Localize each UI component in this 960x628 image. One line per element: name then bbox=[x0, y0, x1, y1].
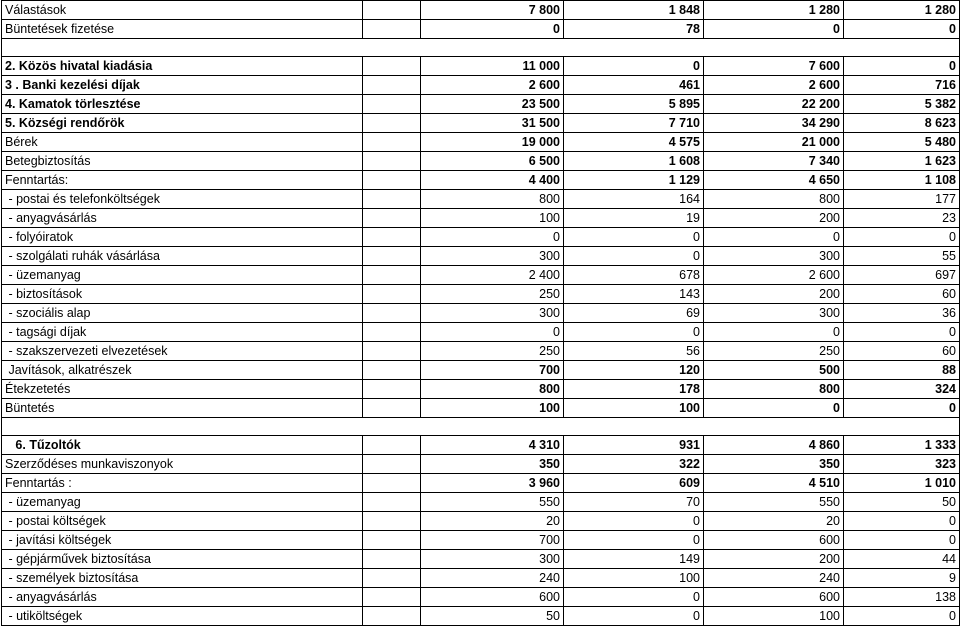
value-cell: 22 200 bbox=[704, 95, 844, 114]
value-cell: 88 bbox=[844, 361, 960, 380]
value-cell: 7 710 bbox=[564, 114, 704, 133]
blank-cell bbox=[363, 323, 421, 342]
table-row bbox=[2, 436, 960, 455]
spacer-row bbox=[2, 418, 960, 436]
value-cell: 7 800 bbox=[421, 1, 564, 20]
table-row bbox=[2, 114, 960, 133]
value-cell: 5 480 bbox=[844, 133, 960, 152]
blank-cell bbox=[363, 171, 421, 190]
value-cell: 250 bbox=[421, 342, 564, 361]
value-cell: 716 bbox=[844, 76, 960, 95]
blank-cell bbox=[363, 228, 421, 247]
value-cell: 1 280 bbox=[844, 1, 960, 20]
value-cell: 550 bbox=[421, 493, 564, 512]
value-cell: 143 bbox=[564, 285, 704, 304]
row-label: - biztosítások bbox=[2, 285, 363, 304]
row-label: Büntetés bbox=[2, 399, 363, 418]
row-label: Fenntartás : bbox=[2, 474, 363, 493]
value-cell: 350 bbox=[421, 455, 564, 474]
value-cell: 300 bbox=[421, 550, 564, 569]
value-cell: 800 bbox=[704, 380, 844, 399]
table-row bbox=[2, 493, 960, 512]
value-cell: 2 600 bbox=[421, 76, 564, 95]
value-cell: 50 bbox=[421, 607, 564, 626]
blank-cell bbox=[363, 493, 421, 512]
row-label: - postai és telefonköltségek bbox=[2, 190, 363, 209]
table-row bbox=[2, 455, 960, 474]
value-cell: 0 bbox=[844, 399, 960, 418]
value-cell: 0 bbox=[564, 607, 704, 626]
table-row bbox=[2, 228, 960, 247]
table-row bbox=[2, 342, 960, 361]
value-cell: 100 bbox=[421, 209, 564, 228]
value-cell: 0 bbox=[844, 57, 960, 76]
value-cell: 138 bbox=[844, 588, 960, 607]
value-cell: 100 bbox=[421, 399, 564, 418]
value-cell: 8 623 bbox=[844, 114, 960, 133]
table-row bbox=[2, 531, 960, 550]
row-label: Fenntartás: bbox=[2, 171, 363, 190]
value-cell: 0 bbox=[421, 228, 564, 247]
value-cell: 800 bbox=[421, 380, 564, 399]
table-row bbox=[2, 588, 960, 607]
value-cell: 7 340 bbox=[704, 152, 844, 171]
value-cell: 34 290 bbox=[704, 114, 844, 133]
value-cell: 5 382 bbox=[844, 95, 960, 114]
value-cell: 500 bbox=[704, 361, 844, 380]
value-cell: 11 000 bbox=[421, 57, 564, 76]
value-cell: 21 000 bbox=[704, 133, 844, 152]
value-cell: 0 bbox=[564, 531, 704, 550]
value-cell: 60 bbox=[844, 285, 960, 304]
value-cell: 1 280 bbox=[704, 1, 844, 20]
table-row bbox=[2, 247, 960, 266]
value-cell: 120 bbox=[564, 361, 704, 380]
value-cell: 1 129 bbox=[564, 171, 704, 190]
value-cell: 6 500 bbox=[421, 152, 564, 171]
value-cell: 300 bbox=[421, 247, 564, 266]
row-label: - anyagvásárlás bbox=[2, 209, 363, 228]
value-cell: 700 bbox=[421, 531, 564, 550]
blank-cell bbox=[363, 436, 421, 455]
value-cell: 1 608 bbox=[564, 152, 704, 171]
value-cell: 177 bbox=[844, 190, 960, 209]
value-cell: 461 bbox=[564, 76, 704, 95]
blank-cell bbox=[363, 455, 421, 474]
value-cell: 0 bbox=[844, 607, 960, 626]
row-label: - üzemanyag bbox=[2, 266, 363, 285]
value-cell: 600 bbox=[704, 531, 844, 550]
spacer-cell bbox=[2, 418, 960, 436]
table-row bbox=[2, 474, 960, 493]
blank-cell bbox=[363, 569, 421, 588]
value-cell: 2 600 bbox=[704, 76, 844, 95]
table-row bbox=[2, 95, 960, 114]
row-label: Étekzetetés bbox=[2, 380, 363, 399]
blank-cell bbox=[363, 95, 421, 114]
blank-cell bbox=[363, 20, 421, 39]
value-cell: 4 860 bbox=[704, 436, 844, 455]
table-row bbox=[2, 190, 960, 209]
table-row bbox=[2, 1, 960, 20]
value-cell: 100 bbox=[564, 399, 704, 418]
value-cell: 0 bbox=[844, 531, 960, 550]
blank-cell bbox=[363, 57, 421, 76]
value-cell: 324 bbox=[844, 380, 960, 399]
value-cell: 600 bbox=[704, 588, 844, 607]
value-cell: 4 650 bbox=[704, 171, 844, 190]
value-cell: 50 bbox=[844, 493, 960, 512]
value-cell: 350 bbox=[704, 455, 844, 474]
value-cell: 300 bbox=[704, 304, 844, 323]
row-label: - javítási költségek bbox=[2, 531, 363, 550]
value-cell: 0 bbox=[704, 228, 844, 247]
value-cell: 19 000 bbox=[421, 133, 564, 152]
table-row bbox=[2, 304, 960, 323]
table-row bbox=[2, 569, 960, 588]
blank-cell bbox=[363, 304, 421, 323]
value-cell: 300 bbox=[704, 247, 844, 266]
row-label: 4. Kamatok törlesztése bbox=[2, 95, 363, 114]
value-cell: 200 bbox=[704, 550, 844, 569]
value-cell: 178 bbox=[564, 380, 704, 399]
row-label: - személyek biztosítása bbox=[2, 569, 363, 588]
value-cell: 800 bbox=[704, 190, 844, 209]
row-label: 2. Közös hivatal kiadásia bbox=[2, 57, 363, 76]
value-cell: 322 bbox=[564, 455, 704, 474]
budget-table-body bbox=[2, 1, 960, 626]
value-cell: 9 bbox=[844, 569, 960, 588]
value-cell: 1 623 bbox=[844, 152, 960, 171]
table-row bbox=[2, 380, 960, 399]
blank-cell bbox=[363, 114, 421, 133]
table-row bbox=[2, 152, 960, 171]
value-cell: 700 bbox=[421, 361, 564, 380]
row-label: - szociális alap bbox=[2, 304, 363, 323]
value-cell: 0 bbox=[564, 247, 704, 266]
value-cell: 0 bbox=[421, 20, 564, 39]
row-label: - szakszervezeti elvezetések bbox=[2, 342, 363, 361]
value-cell: 149 bbox=[564, 550, 704, 569]
table-row bbox=[2, 399, 960, 418]
value-cell: 7 600 bbox=[704, 57, 844, 76]
value-cell: 55 bbox=[844, 247, 960, 266]
value-cell: 36 bbox=[844, 304, 960, 323]
value-cell: 240 bbox=[421, 569, 564, 588]
value-cell: 200 bbox=[704, 209, 844, 228]
blank-cell bbox=[363, 550, 421, 569]
value-cell: 0 bbox=[421, 323, 564, 342]
value-cell: 1 108 bbox=[844, 171, 960, 190]
value-cell: 1 010 bbox=[844, 474, 960, 493]
blank-cell bbox=[363, 1, 421, 20]
spacer-cell bbox=[2, 39, 960, 57]
blank-cell bbox=[363, 512, 421, 531]
table-row bbox=[2, 550, 960, 569]
value-cell: 0 bbox=[564, 588, 704, 607]
budget-table bbox=[1, 0, 960, 626]
row-label: - szolgálati ruhák vásárlása bbox=[2, 247, 363, 266]
row-label: - gépjárművek biztosítása bbox=[2, 550, 363, 569]
value-cell: 678 bbox=[564, 266, 704, 285]
row-label: Javítások, alkatrészek bbox=[2, 361, 363, 380]
row-label: Bérek bbox=[2, 133, 363, 152]
blank-cell bbox=[363, 380, 421, 399]
row-label: 6. Tűzoltók bbox=[2, 436, 363, 455]
value-cell: 0 bbox=[564, 57, 704, 76]
row-label: - utiköltségek bbox=[2, 607, 363, 626]
blank-cell bbox=[363, 285, 421, 304]
row-label: Válastások bbox=[2, 1, 363, 20]
value-cell: 31 500 bbox=[421, 114, 564, 133]
value-cell: 550 bbox=[704, 493, 844, 512]
value-cell: 323 bbox=[844, 455, 960, 474]
value-cell: 23 bbox=[844, 209, 960, 228]
value-cell: 5 895 bbox=[564, 95, 704, 114]
table-row bbox=[2, 285, 960, 304]
row-label: Szerződéses munkaviszonyok bbox=[2, 455, 363, 474]
value-cell: 19 bbox=[564, 209, 704, 228]
value-cell: 250 bbox=[421, 285, 564, 304]
value-cell: 20 bbox=[421, 512, 564, 531]
value-cell: 4 575 bbox=[564, 133, 704, 152]
value-cell: 4 310 bbox=[421, 436, 564, 455]
value-cell: 0 bbox=[704, 399, 844, 418]
value-cell: 60 bbox=[844, 342, 960, 361]
value-cell: 0 bbox=[564, 512, 704, 531]
table-row bbox=[2, 171, 960, 190]
value-cell: 20 bbox=[704, 512, 844, 531]
value-cell: 600 bbox=[421, 588, 564, 607]
value-cell: 4 400 bbox=[421, 171, 564, 190]
value-cell: 70 bbox=[564, 493, 704, 512]
spacer-row bbox=[2, 39, 960, 57]
value-cell: 0 bbox=[704, 20, 844, 39]
value-cell: 0 bbox=[844, 228, 960, 247]
row-label: 3 . Banki kezelési díjak bbox=[2, 76, 363, 95]
value-cell: 4 510 bbox=[704, 474, 844, 493]
blank-cell bbox=[363, 266, 421, 285]
row-label: 5. Községi rendőrök bbox=[2, 114, 363, 133]
blank-cell bbox=[363, 247, 421, 266]
blank-cell bbox=[363, 399, 421, 418]
value-cell: 100 bbox=[704, 607, 844, 626]
value-cell: 56 bbox=[564, 342, 704, 361]
table-row bbox=[2, 20, 960, 39]
value-cell: 200 bbox=[704, 285, 844, 304]
value-cell: 0 bbox=[844, 20, 960, 39]
value-cell: 0 bbox=[564, 228, 704, 247]
value-cell: 164 bbox=[564, 190, 704, 209]
blank-cell bbox=[363, 76, 421, 95]
value-cell: 3 960 bbox=[421, 474, 564, 493]
blank-cell bbox=[363, 133, 421, 152]
value-cell: 23 500 bbox=[421, 95, 564, 114]
row-label: Betegbiztosítás bbox=[2, 152, 363, 171]
row-label: - tagsági díjak bbox=[2, 323, 363, 342]
value-cell: 697 bbox=[844, 266, 960, 285]
blank-cell bbox=[363, 607, 421, 626]
value-cell: 0 bbox=[704, 323, 844, 342]
table-row bbox=[2, 133, 960, 152]
table-row bbox=[2, 76, 960, 95]
blank-cell bbox=[363, 361, 421, 380]
value-cell: 240 bbox=[704, 569, 844, 588]
row-label: - anyagvásárlás bbox=[2, 588, 363, 607]
row-label: - folyóiratok bbox=[2, 228, 363, 247]
value-cell: 0 bbox=[564, 323, 704, 342]
value-cell: 800 bbox=[421, 190, 564, 209]
value-cell: 0 bbox=[844, 512, 960, 531]
value-cell: 0 bbox=[844, 323, 960, 342]
row-label: - postai költségek bbox=[2, 512, 363, 531]
blank-cell bbox=[363, 209, 421, 228]
table-row bbox=[2, 57, 960, 76]
value-cell: 2 600 bbox=[704, 266, 844, 285]
row-label: Büntetések fizetése bbox=[2, 20, 363, 39]
value-cell: 609 bbox=[564, 474, 704, 493]
blank-cell bbox=[363, 588, 421, 607]
blank-cell bbox=[363, 342, 421, 361]
table-row bbox=[2, 266, 960, 285]
value-cell: 1 848 bbox=[564, 1, 704, 20]
blank-cell bbox=[363, 190, 421, 209]
blank-cell bbox=[363, 152, 421, 171]
blank-cell bbox=[363, 474, 421, 493]
table-row bbox=[2, 512, 960, 531]
value-cell: 69 bbox=[564, 304, 704, 323]
row-label: - üzemanyag bbox=[2, 493, 363, 512]
table-row bbox=[2, 209, 960, 228]
value-cell: 2 400 bbox=[421, 266, 564, 285]
table-row bbox=[2, 607, 960, 626]
table-row bbox=[2, 323, 960, 342]
value-cell: 1 333 bbox=[844, 436, 960, 455]
value-cell: 300 bbox=[421, 304, 564, 323]
value-cell: 44 bbox=[844, 550, 960, 569]
value-cell: 78 bbox=[564, 20, 704, 39]
table-row bbox=[2, 361, 960, 380]
value-cell: 931 bbox=[564, 436, 704, 455]
value-cell: 100 bbox=[564, 569, 704, 588]
blank-cell bbox=[363, 531, 421, 550]
value-cell: 250 bbox=[704, 342, 844, 361]
